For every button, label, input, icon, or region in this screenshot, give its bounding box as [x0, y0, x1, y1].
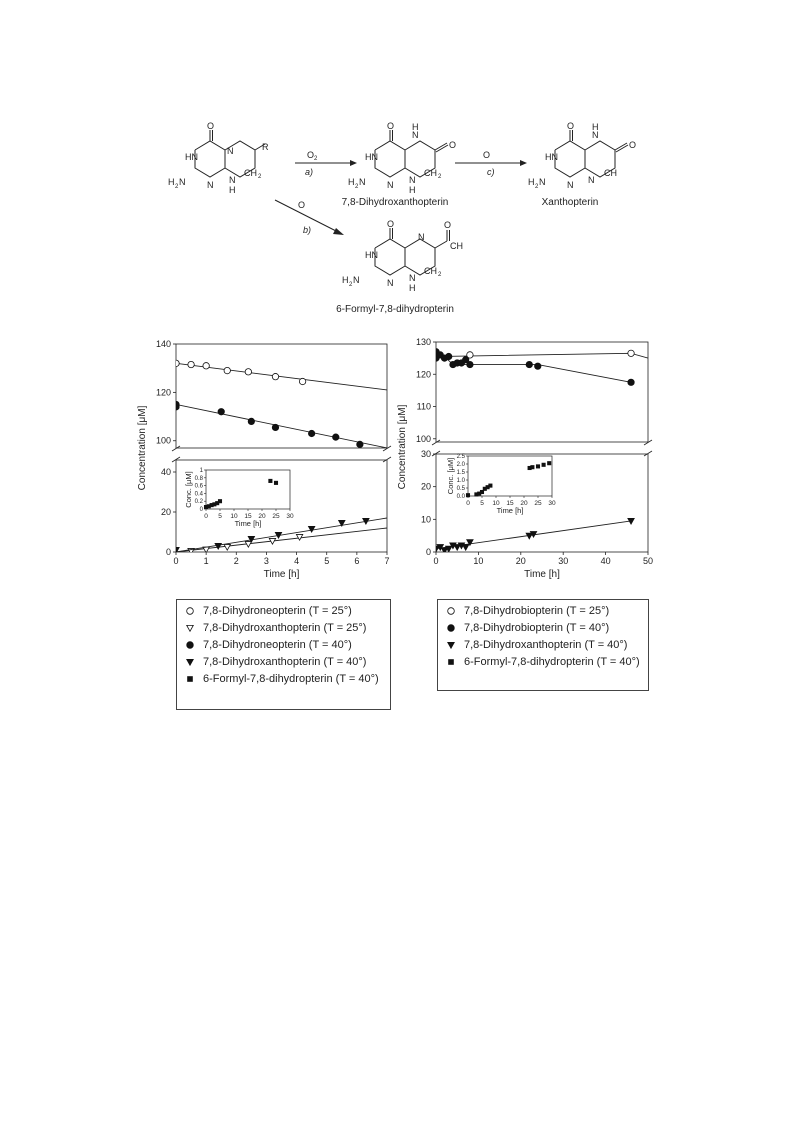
- svg-text:2: 2: [438, 272, 442, 278]
- data-point: [218, 409, 224, 415]
- inset-x-tick-label: 20: [258, 513, 266, 520]
- legend-marker: [183, 639, 197, 651]
- svg-text:N: N: [359, 177, 366, 187]
- svg-text:O: O: [629, 140, 637, 150]
- y-tick-label: 20: [420, 481, 431, 492]
- svg-text:2: 2: [349, 282, 353, 288]
- x-tick-label: 1: [203, 556, 209, 566]
- inset-data-point: [218, 499, 222, 503]
- y-tick-label: 100: [155, 435, 171, 446]
- inset-x-tick-label: 15: [506, 500, 514, 507]
- arrow-b-reagent: O: [298, 200, 306, 210]
- fit-line: [176, 518, 387, 552]
- x-axis-label: Time [h]: [263, 569, 300, 580]
- x-tick-label: 7: [384, 556, 390, 566]
- svg-text:CH: CH: [424, 168, 437, 178]
- inset-data-point: [274, 481, 278, 485]
- x-tick-label: 30: [558, 556, 569, 566]
- svg-text:H: H: [412, 122, 419, 132]
- svg-text:CH: CH: [450, 241, 463, 251]
- data-point: [526, 361, 532, 367]
- svg-text:HN: HN: [185, 152, 198, 162]
- legend-marker-shape: [187, 641, 194, 648]
- formyl-dihydropterin-structure: [375, 228, 450, 275]
- inset-y-tick-label: 0: [199, 507, 203, 513]
- svg-text:H: H: [229, 185, 236, 195]
- data-point: [535, 363, 541, 369]
- legend-entry: [177, 619, 390, 636]
- y-tick-label: 110: [416, 401, 431, 412]
- inset-y-tick-label: 0.6: [194, 483, 203, 490]
- svg-text:HN: HN: [545, 152, 558, 162]
- inset-y-tick-label: 0.4: [194, 491, 203, 498]
- data-point: [333, 434, 339, 440]
- inset-data-point: [542, 463, 546, 467]
- arrow-b: [275, 200, 344, 235]
- legend-label: 7,8-Dihydroxanthopterin (T = 25°): [203, 621, 367, 634]
- arrow-b-label: b): [303, 225, 312, 235]
- data-point: [173, 360, 179, 366]
- inset-y-axis-label: Conc. [μM]: [446, 457, 455, 495]
- legend-right: [437, 599, 649, 691]
- legend-entry: [177, 670, 390, 687]
- inset-y-tick-label: 2.0: [456, 462, 465, 468]
- product-c-name: Xanthopterin: [541, 197, 599, 208]
- inset-x-tick-label: 30: [548, 500, 556, 507]
- reaction-scheme: [0, 0, 793, 330]
- svg-text:N: N: [412, 130, 419, 140]
- inset-x-tick-label: 10: [492, 500, 500, 507]
- svg-text:O: O: [387, 121, 395, 131]
- svg-text:CH: CH: [424, 266, 437, 276]
- y-tick-label: 40: [160, 467, 171, 477]
- inset-chart: [184, 468, 294, 528]
- svg-text:H: H: [592, 122, 599, 132]
- data-point: [224, 544, 230, 550]
- legend-entry: [177, 653, 390, 670]
- series-circle-filled: [173, 401, 387, 448]
- svg-text:H: H: [348, 177, 355, 187]
- data-point: [628, 379, 634, 385]
- inset-x-tick-label: 5: [218, 513, 222, 520]
- chart-right: [392, 332, 660, 590]
- data-point: [462, 545, 468, 551]
- y-tick-label: 140: [155, 339, 171, 349]
- legend-marker-shape: [448, 624, 455, 631]
- data-point: [215, 543, 221, 549]
- y-tick-label: 120: [415, 369, 431, 380]
- data-point: [628, 350, 634, 356]
- data-point: [224, 367, 230, 373]
- x-tick-label: 40: [600, 556, 611, 566]
- svg-text:H: H: [528, 177, 535, 187]
- legend-label: 7,8-Dihydrobiopterin (T = 40°): [464, 621, 610, 634]
- svg-text:N: N: [353, 275, 360, 285]
- inset-y-axis-label: Conc. [μM]: [184, 471, 193, 508]
- legend-marker: [444, 605, 458, 617]
- svg-text:N: N: [409, 273, 416, 283]
- data-point: [173, 401, 179, 407]
- plot-area: [397, 337, 653, 580]
- x-tick-label: 3: [263, 556, 269, 566]
- svg-text:HN: HN: [365, 152, 378, 162]
- x-axis-label: Time [h]: [524, 569, 560, 580]
- svg-text:N: N: [227, 146, 234, 156]
- inset-data-point: [530, 465, 534, 469]
- data-point: [299, 378, 305, 384]
- inset-x-axis-label: Time [h]: [234, 519, 262, 528]
- legend-marker-shape: [187, 676, 193, 682]
- inset-x-tick-label: 25: [534, 500, 542, 507]
- svg-text:H: H: [409, 185, 416, 195]
- legend-marker: [183, 673, 197, 685]
- legend-label: 7,8-Dihydroneopterin (T = 40°): [203, 638, 352, 651]
- inset-x-tick-label: 15: [244, 513, 252, 520]
- legend-marker: [183, 622, 197, 634]
- svg-text:N: N: [418, 232, 425, 242]
- x-tick-label: 5: [324, 556, 330, 566]
- y-tick-label: 120: [155, 387, 171, 398]
- y-tick-label: 30: [420, 449, 431, 459]
- svg-text:2: 2: [355, 184, 359, 190]
- legend-entry: [438, 636, 648, 653]
- data-point: [357, 441, 363, 447]
- y-tick-label: 130: [415, 337, 431, 347]
- svg-text:N: N: [207, 180, 214, 190]
- legend-marker: [444, 622, 458, 634]
- arrow-a-label: a): [305, 167, 314, 177]
- inset-chart: [446, 454, 556, 515]
- legend-marker-shape: [448, 642, 455, 648]
- legend-marker: [183, 656, 197, 668]
- y-tick-label: 100: [415, 433, 431, 444]
- legend-label: 7,8-Dihydroneopterin (T = 25°): [203, 604, 352, 617]
- inset-x-tick-label: 0: [204, 513, 208, 520]
- arrow-c: [455, 150, 527, 177]
- x-tick-label: 2: [233, 556, 239, 566]
- data-point: [248, 418, 254, 424]
- product-a-name: 7,8-Dihydroxanthopterin: [341, 197, 449, 208]
- x-tick-label: 6: [354, 556, 360, 566]
- legend-marker-shape: [187, 607, 194, 614]
- inset-data-point: [268, 479, 272, 483]
- svg-text:N: N: [588, 175, 595, 185]
- data-point: [308, 430, 314, 436]
- svg-text:N: N: [567, 180, 574, 190]
- product-b-name: 6-Formyl-7,8-dihydropterin: [336, 304, 454, 315]
- inset-x-tick-label: 10: [230, 513, 238, 520]
- series-triangle-filled: [433, 518, 634, 553]
- svg-text:CH: CH: [244, 168, 257, 178]
- svg-text:O2: $O_2$: [307, 150, 318, 162]
- data-point: [203, 363, 209, 369]
- svg-text:2: 2: [438, 174, 442, 180]
- svg-text:N: N: [409, 175, 416, 185]
- svg-text:H: H: [342, 275, 349, 285]
- legend-label: 7,8-Dihydroxanthopterin (T = 40°): [464, 638, 628, 651]
- svg-text:N: N: [387, 278, 394, 288]
- reactant-labels: [168, 121, 269, 195]
- arrow-c-reagent: O: [483, 150, 491, 160]
- svg-text:N: N: [539, 177, 546, 187]
- svg-text:2: 2: [175, 184, 179, 190]
- series-triangle-open: [176, 528, 387, 554]
- inset-data-point: [547, 461, 551, 465]
- inset-x-tick-label: 25: [272, 513, 280, 520]
- data-point: [188, 361, 194, 367]
- data-point: [467, 361, 473, 367]
- legend-marker-shape: [448, 659, 454, 665]
- y-tick-label: 10: [420, 514, 431, 525]
- x-tick-label: 10: [473, 556, 484, 566]
- legend-marker: [444, 639, 458, 651]
- legend-entry: [438, 619, 648, 636]
- plot-area: [137, 339, 391, 580]
- chart-left: [130, 332, 395, 590]
- svg-text:2: 2: [535, 184, 539, 190]
- y-axis-label: Concentration [μM]: [397, 404, 408, 490]
- legend-marker-shape: [187, 625, 194, 631]
- arrow-a-reagent: O: [307, 150, 315, 160]
- svg-text:N: N: [229, 175, 236, 185]
- inset-y-tick-label: 1: [199, 468, 203, 474]
- svg-text:N: N: [592, 130, 599, 140]
- y-tick-label: 0: [425, 547, 431, 557]
- y-tick-label: 20: [160, 507, 171, 517]
- reactant-r-label: R: [262, 142, 269, 152]
- svg-text:2: 2: [258, 174, 262, 180]
- svg-text:N: N: [387, 180, 394, 190]
- legend-label: 7,8-Dihydroxanthopterin (T = 40°): [203, 655, 367, 668]
- legend-left: [176, 599, 391, 710]
- upper-panel-frame: [176, 344, 387, 448]
- legend-marker-shape: [448, 607, 455, 614]
- y-tick-label: 0: [165, 547, 171, 557]
- x-tick-label: 0: [173, 556, 179, 566]
- inset-x-tick-label: 30: [286, 513, 294, 520]
- inset-y-tick-label: 1.0: [456, 478, 465, 484]
- legend-entry: [177, 602, 390, 619]
- legend-label: 6-Formyl-7,8-dihydropterin (T = 40°): [203, 672, 379, 685]
- fit-line: [176, 404, 387, 448]
- svg-text:O: O: [567, 121, 575, 131]
- inset-y-tick-label: 0.8: [194, 475, 203, 482]
- inset-y-tick-label: 2.5: [456, 454, 465, 460]
- data-point: [272, 424, 278, 430]
- svg-text:H: H: [409, 283, 416, 293]
- inset-data-point: [466, 493, 470, 497]
- svg-text:HN: HN: [365, 250, 378, 260]
- inset-y-tick-label: 1.5: [456, 470, 465, 476]
- svg-text:O: O: [449, 140, 457, 150]
- svg-text:N: N: [179, 177, 186, 187]
- inset-y-tick-label: 0.5: [456, 486, 465, 492]
- arrow-c-label: c): [487, 167, 495, 177]
- arrow-a: [295, 150, 357, 177]
- data-point: [245, 369, 251, 375]
- data-point: [308, 526, 314, 532]
- legend-entry: [438, 653, 648, 670]
- inset-y-tick-label: 0.0: [456, 494, 465, 500]
- y-axis-label: Concentration [μM]: [137, 405, 148, 491]
- svg-text:O: O: [387, 219, 395, 229]
- legend-marker: [444, 656, 458, 668]
- inset-x-axis-label: Time [h]: [496, 506, 524, 515]
- svg-text:CH: CH: [604, 168, 617, 178]
- x-tick-label: 0: [433, 556, 439, 566]
- series-circle-open: [173, 360, 387, 390]
- legend-label: 7,8-Dihydrobiopterin (T = 25°): [464, 604, 610, 617]
- svg-text:H: H: [168, 177, 175, 187]
- inset-data-point: [536, 464, 540, 468]
- inset-x-tick-label: 0: [466, 500, 470, 507]
- data-point: [272, 373, 278, 379]
- svg-text:O: O: [444, 220, 452, 230]
- x-tick-label: 50: [642, 556, 654, 566]
- legend-marker-shape: [187, 659, 194, 665]
- legend-entry: [177, 636, 390, 653]
- inset-y-tick-label: 0.2: [194, 499, 203, 506]
- inset-x-tick-label: 5: [480, 500, 484, 507]
- x-tick-label: 4: [294, 556, 300, 566]
- legend-label: 6-Formyl-7,8-dihydropterin (T = 40°): [464, 655, 640, 668]
- inset-data-point: [488, 484, 492, 488]
- legend-marker: [183, 605, 197, 617]
- data-point: [446, 353, 452, 359]
- svg-text:O: O: [207, 121, 215, 131]
- x-tick-label: 20: [515, 556, 526, 566]
- inset-x-tick-label: 20: [520, 500, 528, 507]
- legend-entry: [438, 602, 648, 619]
